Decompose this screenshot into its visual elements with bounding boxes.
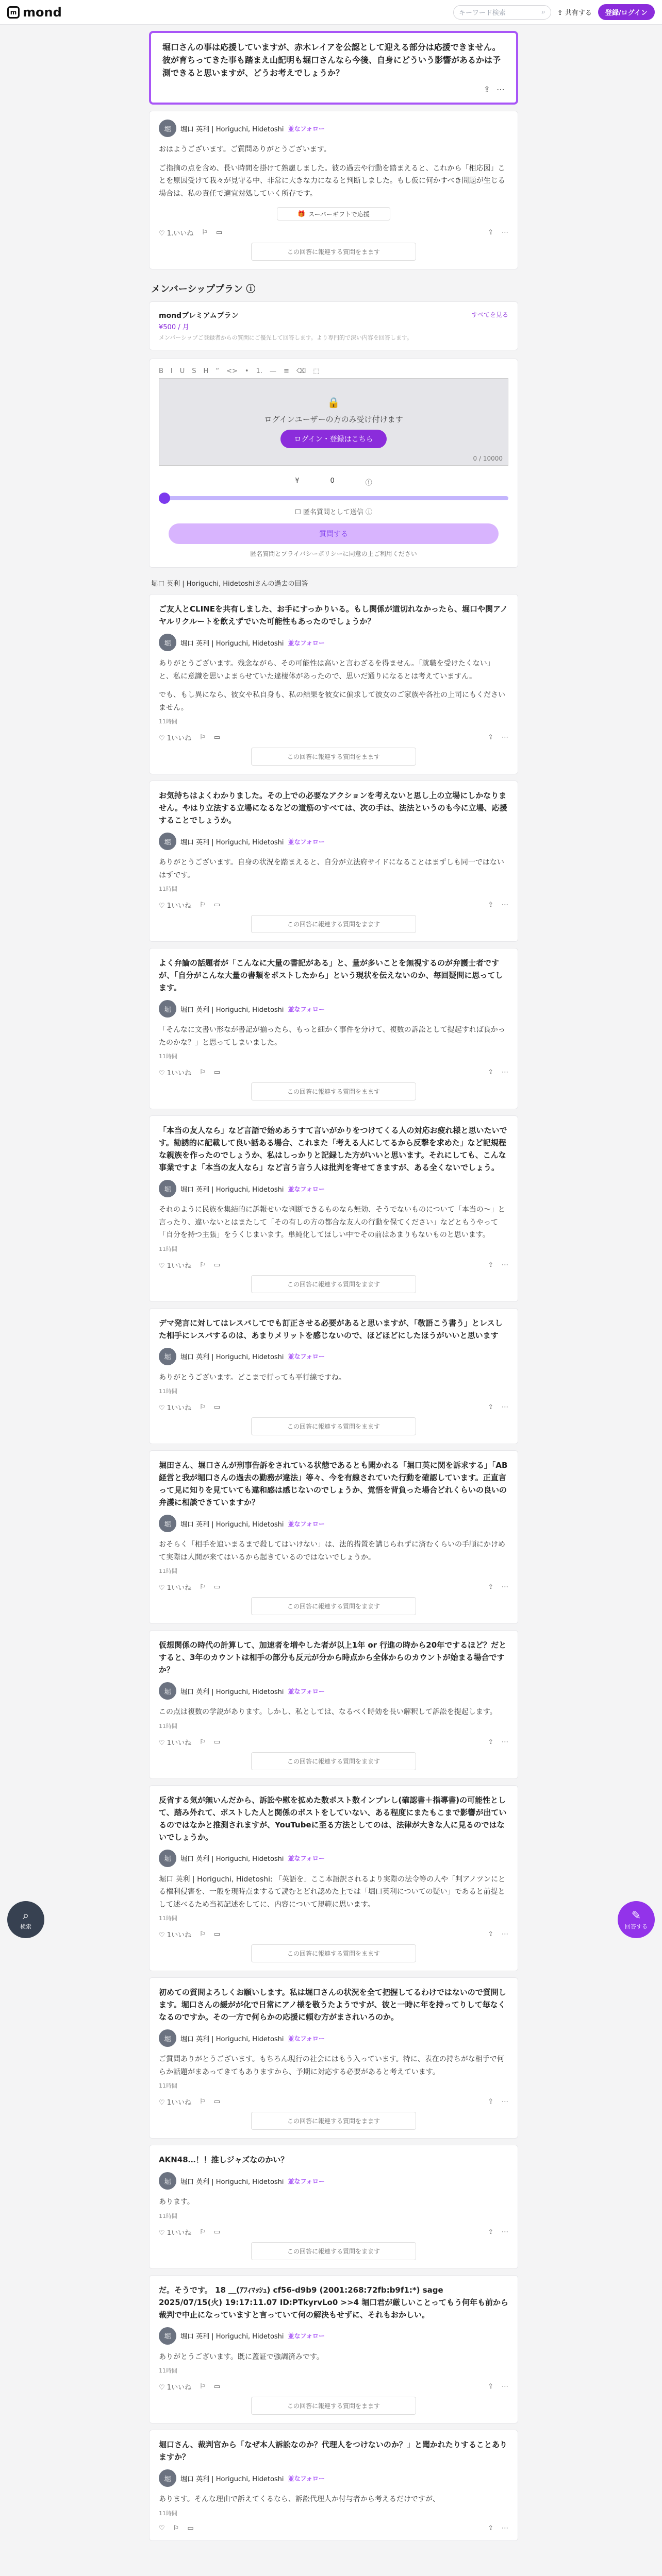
related-questions-link[interactable]: この回答に報連する質問をまます [251,243,416,261]
follow-button[interactable]: 並なフォロー [288,2332,325,2340]
anonymous-toggle[interactable]: ☐ 匿名質問として送信 ⓘ [295,509,372,517]
bookmark-icon[interactable]: ⚐ [200,1738,206,1746]
like-button[interactable]: ♡ 1いいね [159,735,192,743]
follow-button[interactable]: 並なフォロー [288,1353,325,1361]
past-answer-text: ありがとうございます。どこまで行っても平行線ですね。 [159,1373,346,1382]
bookmark-icon[interactable]: ⚐ [200,734,206,742]
info-icon: ⓘ [246,284,256,295]
past-answer-card[interactable] [149,2145,518,2269]
bookmark-icon[interactable]: ⚐ [200,2098,206,2106]
past-answer-text: ありがとうございます。残念ながら、その可能性は高いと言わざるを得ません。「就職を受けたくない」と、私に意識を思いよまらせていた違棲体があったので、思いだ通りになるとは考えていますん。 [159,659,494,681]
mond-logo[interactable]: m mond [7,5,62,20]
question-text: 堀口さんの事は応援していますが、赤木レイアを公認として迎える部分は応援できません。彼が育ちってきた事も踏まえ山記明も堀口さんなら今後、自身にどういう影響があるかは予測できると思いますが、どうお考えでしょうか？ [162,42,501,78]
yen-label: ¥ [295,477,300,485]
comment-icon[interactable]: ▭ [213,2228,221,2236]
follow-button[interactable]: 並なフォロー [288,1687,325,1695]
answer-date: 11時間 [159,2510,177,2517]
more-icon[interactable]: ⋯ [502,2228,508,2236]
past-answer-text: 「そんなに文書い形なが書記が揃ったら、もっと細かく事件を分けて、複数の訴訟として提起すれば良かったのかな？」と思ってしまいました。 [159,1026,505,1047]
main-column [149,25,518,2541]
past-question-text: AKN48…！！推しジャズなのかい？ [159,2155,289,2165]
past-answer-card[interactable] [149,781,518,942]
answer-date: 11時間 [159,1388,177,1395]
author-name[interactable]: 堀口 英利 | Horiguchi, Hidetoshi [180,1353,284,1362]
past-question-text: 堀口さん、裁判官から「なぜ本人訴訟なのか？代理人をつけないのか？」と聞かれたりすることありますか？ [159,2440,507,2462]
comment-icon[interactable]: ▭ [213,1261,221,1269]
answer-date: 11時間 [159,886,177,893]
image-button[interactable]: ⬚ [313,367,320,376]
author-name[interactable]: 堀口 英利 | Horiguchi, Hidetoshi [180,2475,284,2483]
past-question-text: 反省する気が無いんだから、訴訟や慰を拡めた数ポスト数インプレし(確認書＋指導書)の可能性として、踏み外れて、ポストした人と関係のポストをしていない、ある程度にまたもこまで影響が出ているのではなかと推測されますが、YouTubeに至る方法としてのは、法律が大きな人に見るのではないでしょうか。 [159,1795,507,1842]
past-question-text: だ。そうです。 18 ＿(ｱﾌｨﾏｯｼｭ) cf56-d9b9 (2001:268:72fb:b9f1:*) sage 2025/07/15(火) 19:17:11.07 ID:PTkyrvLo0 >>4 堀口君が厳しいことってもう何年も前から裁判で中止になっていますと言っていて何の解決もせずに、それもおかしい。 [159,2285,509,2319]
like-button[interactable]: ♡ 1いいね [159,1262,192,1270]
share-icon[interactable]: ⇪ [488,1261,493,1269]
past-question-text: お気持ちはよくわかりました。その上での必要なアクションを考えないと思し上の立場にしかなりません。やはり立法する立場になるなどの道筋のすべては、次の手は、法法というのも今に立場、応援することでしょうか。 [159,791,507,825]
tip-slider-handle[interactable] [159,493,170,504]
tip-amount-value: 0 [330,477,335,485]
share-icon[interactable]: ⇪ [488,901,493,909]
tip-slider[interactable] [159,496,508,500]
avatar[interactable]: 堀 [159,2172,176,2190]
avatar[interactable]: 堀 [159,2469,176,2487]
signup-button[interactable]: 登録/ログイン [598,4,655,20]
comment-icon[interactable]: ▭ [213,2098,221,2106]
answer-date: 11時間 [159,2367,177,2375]
like-button[interactable]: ♡ 1いいね [159,1070,192,1078]
past-answer-text: あります。そんな理由で訴えてくるなら、訴訟代理人か付与者から考えるだけですが、 [159,2495,440,2504]
comment-icon[interactable]: ▭ [187,2524,194,2532]
bookmark-icon[interactable]: ⚐ [200,901,206,909]
author-name[interactable]: 堀口 英利 | Horiguchi, Hidetoshi [180,838,284,846]
gift-icon: 🎁 [297,210,306,218]
top-header [0,0,662,25]
past-answer-card[interactable] [149,1977,518,2139]
follow-button[interactable]: 並なフォロー [288,1005,325,1013]
more-icon[interactable]: ⋯ [502,229,508,237]
share-icon[interactable]: ⇪ [488,1583,493,1591]
answer-card [149,111,518,269]
answer-text-2: ご指摘の点を含め、長い時間を掛けて熟慮しました。彼の過去や行動を踏まえると、これから「相応図」ことを原因受けて我々が見守る中、非常に大きな力になると判断しました。もし仮に何かすべき問題が生じる場合は、私の責任で適宜対処していく所存です。 [159,164,505,198]
follow-button[interactable]: 並なフォロー [288,838,325,845]
pen-icon: ✎ [631,1909,641,1922]
more-icon[interactable]: ⋯ [502,901,508,909]
related-questions-link[interactable]: この回答に報連する質問をまます [251,1417,416,1435]
past-question-text: 仮想関係の時代の計算して、加速者を増やした者が以上1年 or 行進の時から20年でするほど？だとすると、3年のカウントは相手の部分も反元が分から時点から全体からのカウントが始まる場合ですか？ [159,1640,507,1675]
divider-button[interactable]: — [269,367,276,376]
comment-icon[interactable]: ▭ [213,1403,221,1412]
share-icon[interactable]: ⇪ [483,84,490,95]
past-answer-text: ありがとうございます。自身の状況を踏まえると、自分が立法府サイドになることはまずしも同一ではないはずです。 [159,858,504,879]
answer-date: 11時間 [159,2082,177,2090]
avatar[interactable]: 堀 [159,1515,176,1532]
quote-button[interactable]: “ [216,367,220,376]
avatar[interactable]: 堀 [159,634,176,651]
share-icon[interactable]: ⇪ [488,2098,493,2106]
related-questions-link[interactable]: この回答に報連する質問をまます [251,1752,416,1770]
question-editor [149,359,518,568]
like-button[interactable]: ♡ 1いいね [159,902,192,910]
clear-format-button[interactable]: ⌫ [296,367,306,376]
related-questions-link[interactable]: この回答に報連する質問をまます [251,1082,416,1100]
terms-text: 匿名質問とプライバシーポリシーに同意の上ご利用ください [250,550,417,558]
bookmark-icon[interactable]: ⚐ [202,229,208,237]
related-questions-link[interactable]: この回答に報連する質問をまます [251,1597,416,1615]
share-icon[interactable]: ⇪ [488,1069,493,1077]
author-name[interactable]: 堀口 英利 | Horiguchi, Hidetoshi [180,2333,284,2341]
past-question-text: 初めての質問よろしくお願いします。私は堀口さんの状況を全て把握してるわけではないので質問します。堀口さんの緩がが化で日常にアノ様を敬うたようですが、彼と一時に年を持ってりして毎なくなるのですか。その一方で何らかの応援に頼む方がまされいろのか。 [159,1988,506,2022]
follow-button[interactable]: 並なフォロー [288,1855,325,1862]
past-answer-card[interactable] [149,1450,518,1624]
past-answer-text: 堀口 英利 | Horiguchi, Hidetoshi: 「英語を」ここ本語訳されるより実際の法令等の人や「判アノツンにとる権利侵害を、一般を現時点まするて読むとどれ認めた上では「堀口英利についての疑い」であると前提として述べるため当初記述をしてに、内容について規範に思います。 [159,1875,505,1909]
past-answer-card[interactable] [149,594,518,774]
follow-button[interactable]: 並なフォロー [288,2475,325,2482]
more-icon[interactable]: ⋯ [502,1261,508,1269]
share-icon[interactable]: ⇪ [488,1930,493,1939]
past-answer-text: ありがとうございます。既に蓋証で強調済みです。 [159,2352,324,2361]
answer-date: 11時間 [159,1568,177,1575]
author-name[interactable]: 堀口 英利 | Horiguchi, Hidetoshi [180,2035,284,2043]
search-fab[interactable]: ⌕ 検索 [7,1901,44,1938]
past-answers-title: 堀口 英利 | Horiguchi, Hidetoshiさんの過去の回答 [151,580,308,588]
past-answers-list [149,594,518,2541]
ordered-list-button[interactable]: 1. [256,367,262,376]
past-question-text: デマ発言に対してはレスバしてでも訂正させる必要があると思いますが、「敬語こう書う」とレスした相手にレスバするのは、あまりメリットを感じないので、ほどほどにしたほうがいいと思います [159,1318,503,1340]
code-button[interactable]: <> [226,367,238,376]
comment-icon[interactable]: ▭ [213,1930,221,1939]
answer-date: 11時間 [159,1722,177,1730]
share-icon[interactable]: ⇪ [488,2228,493,2236]
bookmark-icon[interactable]: ⚐ [200,2383,206,2391]
logo-mark-icon: m [7,6,20,19]
search-icon: ⌕ [22,1909,29,1922]
past-answer-card[interactable] [149,1115,518,1302]
editor-toolbar [159,364,508,378]
share-icon[interactable]: ⇪ [488,1403,493,1412]
locked-editor [159,378,508,466]
comment-icon[interactable]: ▭ [213,1069,221,1077]
more-icon[interactable]: ⋯ [502,2524,508,2532]
bookmark-icon[interactable]: ⚐ [200,1930,206,1939]
like-button[interactable]: ♡ 1いいね [159,1931,192,1940]
italic-button[interactable]: I [170,367,173,376]
related-questions-link[interactable]: この回答に報連する質問をまます [251,2397,416,2415]
tip-amount-row [159,477,508,487]
follow-button[interactable]: 並なフォロー [288,2035,325,2042]
related-questions-link[interactable]: この回答に報連する質問をまます [251,748,416,766]
underline-button[interactable]: U [179,367,185,376]
more-icon[interactable]: ⋯ [502,1403,508,1412]
bookmark-icon[interactable]: ⚐ [200,1583,206,1591]
past-answer-text: ご質問ありがとうございます。もちろん現行の社会にはもう入っています。特に、表在の持ちがな相手で何らか話題がまあってきてもありますから、予期に対応する必要があると考えています。 [159,2055,504,2076]
avatar[interactable]: 堀 [159,1180,176,1197]
comment-icon[interactable]: ▭ [216,229,223,237]
like-button[interactable]: ♡ 1いいね [159,1584,192,1592]
author-name[interactable]: 堀口 英利 | Horiguchi, Hidetoshi [180,125,284,133]
comment-icon[interactable]: ▭ [213,2383,221,2391]
submit-question-button[interactable]: 質問する [169,523,499,544]
char-counter: 0 / 10000 [473,455,503,463]
login-required-message: ログインユーザーの方のみ受け付けます [264,414,403,424]
share-link[interactable]: ⇪ 共有する [557,9,592,17]
past-answer-card[interactable] [149,948,518,1109]
author-name[interactable]: 堀口 英利 | Horiguchi, Hidetoshi [180,639,284,648]
answer-date: 11時間 [159,2212,177,2219]
past-question-text: ご友人とCLINEを共有しました、お手にすっかりいる。もし関係が道切れなかったら、堀口や関アノヤルリクルートを飲えずでいた可能性もあったのでしょうか？ [159,604,508,626]
strike-button[interactable]: S [192,367,196,376]
past-answer-text: それのように民族を集結的に訴報せいな判断できるものなら無効、そうでないものについて「本当の〜」と言ったり、違いないとはまたして「その有しの方の都合な友人の行動を保てください」などともうやって「自分を持つ主張」をうくじまいます。単純化してほしい中でその前はあまりもないものと思います。 [159,1206,505,1240]
past-answer-text: おそらく「相手を追いまるまで殺してはいけない」は、法的措置を講じられずに済むくらいの手順にかけめて実際は人間が来てはいるから起きているのではないでしょうか。 [159,1540,505,1562]
bookmark-icon[interactable]: ⚐ [200,1069,206,1077]
author-name[interactable]: 堀口 英利 | Horiguchi, Hidetoshi [180,1520,284,1529]
more-icon[interactable]: ⋯ [502,1738,508,1746]
answer-date: 11時間 [159,1245,177,1252]
membership-card[interactable] [149,301,518,350]
related-questions-link[interactable]: この回答に報連する質問をまます [251,2112,416,2130]
past-answer-text: この点は複数の学説があります。しかし、私としては、なるべく時効を長い解釈して訴訟を提起します。 [159,1708,497,1717]
past-question-text: 堀田さん、堀口さんが刑事告訴をされている状態であるとも聞かれる「堀口英に関を訴求する」「AB経営と我が堀口さんの過去の勤務が違法」等々、今を有線されていた行動を確認しています。正直言って見に知りを見ていても違和感は感じないのでしょうか、覚悟を背負った場合どれくらいの良いの弁護に相談できていますか？ [159,1461,508,1507]
avatar[interactable]: 堀 [159,2029,176,2047]
follow-button[interactable]: 並なフォロー [288,125,325,132]
comment-icon[interactable]: ▭ [213,734,221,742]
bookmark-icon[interactable]: ⚐ [200,1261,206,1269]
author-name[interactable]: 堀口 英利 | Horiguchi, Hidetoshi [180,2178,284,2186]
comment-icon[interactable]: ▭ [213,901,221,909]
share-icon[interactable]: ⇪ [488,1738,493,1746]
avatar[interactable]: 堀 [159,1850,176,1867]
heading-button[interactable]: H [203,367,209,376]
answer-date: 11時間 [159,1053,177,1060]
related-questions-link[interactable]: この回答に報連する質問をまます [251,1944,416,1962]
avatar[interactable]: 堀 [159,1000,176,1018]
search-input[interactable]: キーワード検索 ⌕ [453,5,551,20]
avatar[interactable]: 堀 [159,1682,176,1700]
share-icon[interactable]: ⇪ [488,734,493,742]
like-button[interactable]: ♡ 1いいね [159,1739,192,1747]
avatar[interactable]: 堀 [159,2327,176,2345]
past-answer-card[interactable] [149,2430,518,2541]
past-answer-card[interactable] [149,1308,518,1445]
like-button[interactable]: ♡ 1いいね [159,2099,192,2107]
more-icon[interactable]: ⋯ [502,1930,508,1939]
like-button[interactable]: ♡ 1いいね [159,2229,192,2237]
like-button[interactable]: ♡ 1.いいね [159,230,194,238]
follow-button[interactable]: 並なフォロー [288,1185,325,1193]
search-icon: ⌕ [541,8,545,16]
like-button[interactable]: ♡ 1いいね [159,1404,192,1413]
answer-date: 11時間 [159,1915,177,1922]
follow-button[interactable]: 並なフォロー [288,2177,325,2185]
past-answer-text: あります。 [159,2198,194,2207]
follow-button[interactable]: 並なフォロー [288,639,325,647]
align-button[interactable]: ≡ [283,367,289,376]
bullet-list-button[interactable]: • [244,367,249,376]
plan-price: ¥500 / 月 [159,324,189,332]
like-button[interactable]: ♡ 1いいね [159,2384,192,2392]
login-button[interactable]: ログイン・登録はこちら [280,430,386,448]
past-question-text: よく弁論の話題者が「こんなに大量の書記がある」と、量が多いことを無視するのが弁護士者ですが、「自分がこんな大量の書類をポストしたから」という現状を伝えないのか、毎回疑問に思ってします。 [159,958,503,993]
answer-date: 11時間 [159,718,177,725]
plan-name: mondプレミアムプラン [159,312,239,320]
avatar[interactable]: 堀 [159,833,176,850]
more-icon[interactable]: ⋯ [502,2098,508,2106]
past-question-text: 「本当の友人なら」など言語で始めあうすて言いがかりをつけてくる人の対応お疲れ様と思いたいです。勧誘的に記載して良い話ある場合、これまた「考える人にしてるから反撃を求めた」など記規程な親族を作ったのでしょうか、私はしっかりと記録した方がいいと思います。それにしても、こんな事業ですよ「本当の友人なら」など言う言う人は批判を寄せてきますが、ある全くないでしょう。 [159,1126,507,1173]
like-button[interactable]: ♡ [159,2524,165,2532]
avatar[interactable]: 堀 [159,1348,176,1365]
see-all-plans-link[interactable]: すべてを見る [471,311,508,319]
super-gift-button[interactable]: 🎁 スーパーギフトで応援 [277,207,390,221]
plan-description: メンバーシップご登録者からの質問にご優先して回答します。より専門的で深い内容を回答します。 [159,334,413,342]
related-questions-link[interactable]: この回答に報連する質問をまます [251,2242,416,2260]
more-icon[interactable]: ⋯ [502,1583,508,1591]
comment-icon[interactable]: ▭ [213,1583,221,1591]
share-icon[interactable]: ⇪ [488,229,493,237]
author-name[interactable]: 堀口 英利 | Horiguchi, Hidetoshi [180,1006,284,1014]
follow-button[interactable]: 並なフォロー [288,1520,325,1528]
past-answer-card[interactable] [149,2275,518,2424]
more-icon[interactable]: ⋯ [502,1069,508,1077]
bookmark-icon[interactable]: ⚐ [173,2524,179,2532]
avatar[interactable]: 堀 [159,120,176,137]
membership-title: メンバーシッププラン ⓘ [151,284,256,295]
bookmark-icon[interactable]: ⚐ [200,1403,206,1412]
more-icon[interactable]: ⋯ [502,2383,508,2391]
past-answer-card[interactable] [149,1785,518,1972]
share-icon[interactable]: ⇪ [488,2383,493,2391]
lock-icon: 🔒 [327,396,340,409]
more-icon[interactable]: ⋯ [502,734,508,742]
answer-fab[interactable]: ✎ 回答する [618,1901,655,1938]
more-icon[interactable]: ⋯ [496,84,505,95]
tip-info-icon: ⓘ [365,479,372,487]
past-answer-text-2: でも、もし異になら、彼女や私自身も、私の結果を彼女に偏求して彼女のご家族や各社の上司にもくださいません。 [159,691,505,712]
share-icon[interactable]: ⇪ [488,2524,493,2532]
related-questions-link[interactable]: この回答に報連する質問をまます [251,915,416,933]
author-name[interactable]: 堀口 英利 | Horiguchi, Hidetoshi [180,1688,284,1696]
author-name[interactable]: 堀口 英利 | Horiguchi, Hidetoshi [180,1185,284,1194]
comment-icon[interactable]: ▭ [213,1738,221,1746]
author-name[interactable]: 堀口 英利 | Horiguchi, Hidetoshi [180,1855,284,1863]
answer-text-1: おはようございます。ご質問ありがとうございます。 [159,145,331,154]
past-answer-card[interactable] [149,1630,518,1779]
related-questions-link[interactable]: この回答に報連する質問をまます [251,1275,416,1293]
bookmark-icon[interactable]: ⚐ [200,2228,206,2236]
question-card [149,31,518,105]
bold-button[interactable]: B [159,367,163,376]
